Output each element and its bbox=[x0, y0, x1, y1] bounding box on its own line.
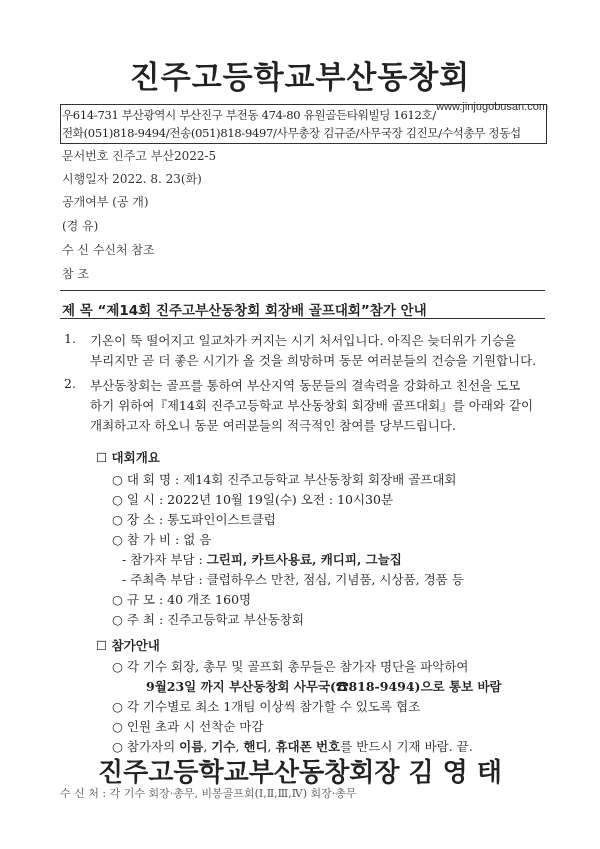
guide-item-4-prefix: ○ 참가자의 bbox=[112, 739, 180, 754]
doc-number: 문서번호 진주고 부산2022-5 bbox=[62, 149, 217, 163]
subject-line: 제 목 “제14회 진주고부산동창회 회장배 골프대회”참가 안내 bbox=[62, 303, 427, 319]
deadline-suffix: 으로 통보 바람 bbox=[420, 679, 502, 694]
via: (경 유) bbox=[62, 219, 99, 233]
event-venue: ○ 장 소 : 통도파인이스트클럽 bbox=[112, 512, 276, 527]
field-name: 이름 bbox=[179, 739, 204, 754]
guide-item-1-line-1: ○ 각 기수 회장, 총무 및 골프회 총무들은 참가자 명단을 파악하여 bbox=[112, 659, 469, 674]
host-burden: - 주최측 부담 : 클럽하우스 만찬, 점심, 기념품, 시상품, 경품 등 bbox=[122, 572, 464, 587]
field-phone: 휴대폰 번호 bbox=[275, 739, 341, 754]
guide-item-4-suffix: 를 반드시 기재 바람. 끝. bbox=[340, 739, 473, 754]
field-class-year: 기수 bbox=[211, 739, 236, 754]
guide-heading: ☐ 참가안내 bbox=[96, 638, 160, 653]
address-line: 우614-731 부산광역시 부산진구 부전동 474-80 유원골든타워빌딩 1612호/ bbox=[62, 108, 436, 122]
guide-item-3: ○ 인원 초과 시 선착순 마감 bbox=[112, 719, 264, 734]
recipients-list: 수 신 처 : 각 기수 회장·총무, 비봉골프회(Ⅰ,Ⅱ,Ⅲ,Ⅳ) 회장·총무 bbox=[60, 787, 357, 800]
guide-item-1-line-2 bbox=[146, 677, 502, 695]
paragraph-1-line-2: 부리지만 곧 더 좋은 시기가 올 것을 희망하며 동문 여러분들의 건승을 기원합니다. bbox=[90, 353, 537, 368]
contact-line: 전화(051)818-9494/전송(051)818-9497/사무총장 김규준/사무국장 김진모/수석총무 정동섭 bbox=[62, 126, 521, 140]
field-handicap: 핸디 bbox=[243, 739, 268, 754]
separator: , bbox=[203, 739, 212, 754]
participant-burden-items: 그린피, 카트사용료, 캐디피, 그늘집 bbox=[206, 552, 402, 567]
event-datetime: ○ 일 시 : 2022년 10월 19일(수) 오전 : 10시30분 bbox=[112, 492, 394, 507]
participant-burden bbox=[122, 550, 402, 568]
event-name: ○ 대 회 명 : 제14회 진주고등학교 부산동창회 회장배 골프대회 bbox=[112, 472, 457, 487]
paragraph-1-line-1: 기온이 뚝 떨어지고 일교차가 커지는 시기 처서입니다. 아직은 늦더위가 기승을 bbox=[90, 333, 517, 348]
guide-item-2: ○ 각 기수별로 최소 1개팀 이상씩 참가할 수 있도록 협조 bbox=[112, 699, 421, 714]
event-scale: ○ 규 모 : 40 개조 160명 bbox=[112, 592, 252, 607]
recipient: 수 신 수신처 참조 bbox=[62, 243, 155, 257]
disclosure: 공개여부 (공 개) bbox=[62, 195, 149, 209]
event-fee: ○ 참 가 비 : 없 음 bbox=[112, 532, 212, 547]
event-organizer: ○ 주 최 : 진주고등학교 부산동창회 bbox=[112, 612, 304, 627]
divider-bottom bbox=[60, 318, 545, 319]
paragraph-2-line-3: 개최하고자 하오니 동문 여러분들의 적극적인 참여를 당부드립니다. bbox=[90, 418, 456, 433]
separator: , bbox=[235, 739, 244, 754]
paragraph-2-line-2: 하기 위하여『제14회 진주고등학교 부산동창회 회장배 골프대회』를 아래와 같이 bbox=[90, 398, 534, 413]
participant-burden-label: - 참가자 부담 : bbox=[122, 552, 207, 567]
paragraph-1-number: 1. bbox=[64, 331, 76, 346]
paragraph-2-line-1: 부산동창회는 골프를 통하여 부산지역 동문들의 결속력을 강화하고 친선을 도모 bbox=[90, 378, 521, 393]
org-title: 진주고등학교부산동창회 bbox=[129, 60, 471, 96]
paragraph-2-number: 2. bbox=[64, 376, 76, 391]
deadline-text: 9월23일 까지 부산동창회 사무국(☎818-9494) bbox=[146, 679, 421, 694]
separator: , bbox=[267, 739, 276, 754]
website-url[interactable]: www.jinjugobusan.com bbox=[436, 101, 548, 113]
divider-top bbox=[60, 290, 545, 291]
overview-heading: ☐ 대회개요 bbox=[96, 450, 160, 465]
issue-date: 시행일자 2022. 8. 23(화) bbox=[62, 172, 202, 186]
signature: 진주고등학교부산동창회장 김 영 태 bbox=[98, 758, 502, 788]
reference: 참 조 bbox=[62, 267, 89, 281]
